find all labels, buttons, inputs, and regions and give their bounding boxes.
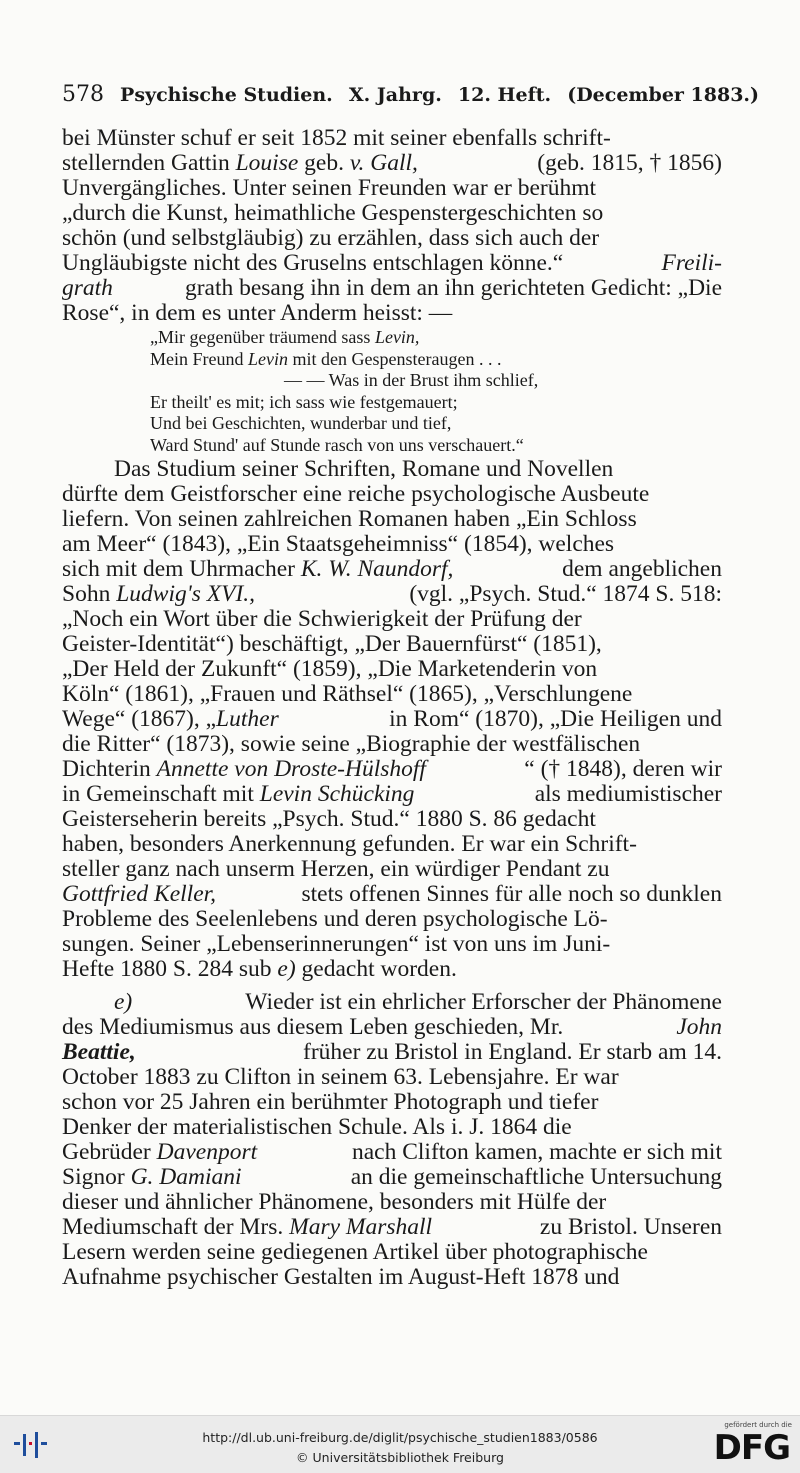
- text-line: grath grath besang ihn in dem an ihn gerichteten Gedicht: „Die: [62, 275, 722, 301]
- text-line: dürfte dem Geistforscher eine reiche psychologische Ausbeute: [62, 481, 650, 507]
- text-line: Probleme des Seelenlebens und deren psychologische Lö-: [62, 906, 608, 932]
- text-line: Gebrüder Davenport nach Clifton kamen, machte er sich mit: [62, 1139, 722, 1165]
- text-line: e) Wieder ist ein ehrlicher Erforscher der Phänomene: [114, 989, 722, 1015]
- text-line: Unvergängliches. Unter seinen Freunden war er berühmt: [62, 175, 597, 201]
- text-line: Geister-Identität“) beschäftigt, „Der Bauernfürst“ (1851),: [62, 631, 602, 657]
- text-line: liefern. Von seinen zahlreichen Romanen haben „Ein Schloss: [62, 506, 637, 532]
- text-line: October 1883 zu Clifton in seinem 63. Lebensjahre. Er war: [62, 1064, 619, 1090]
- text-line: Ungläubigste nicht des Gruselns entschlagen könne.“ Freili-: [62, 250, 722, 276]
- text-line: sich mit dem Uhrmacher K. W. Naundorf, dem angeblichen: [62, 556, 722, 582]
- running-header: [62, 80, 760, 110]
- poem-line: Und bei Geschichten, wunderbar und tief,: [150, 413, 452, 433]
- poem-quote: [62, 327, 722, 456]
- text-line: Mediumschaft der Mrs. Mary Marshall zu Bristol. Unseren: [62, 1214, 722, 1240]
- text-line: bei Münster schuf er seit 1852 mit seiner ebenfalls schrift-: [62, 125, 611, 151]
- text-line: Lesern werden seine gediegenen Artikel über photographische: [62, 1239, 648, 1265]
- text-line: Sohn Ludwig's XVI., (vgl. „Psych. Stud.“ 1874 S. 518:: [62, 581, 722, 607]
- text-line: Köln“ (1861), „Frauen und Räthsel“ (1865), „Verschlungene: [62, 681, 633, 707]
- text-line: des Mediumismus aus diesem Leben geschieden, Mr. John: [62, 1014, 722, 1040]
- article-text: [62, 126, 722, 1290]
- text-line: Aufnahme psychischer Gestalten im August-Heft 1878 und: [62, 1264, 620, 1290]
- text-line: „durch die Kunst, heimathliche Gespenstergeschichten so: [62, 200, 604, 226]
- text-line: Denker der materialistischen Schule. Als i. J. 1864 die: [62, 1114, 572, 1140]
- permalink-url[interactable]: http://dl.ub.uni-freiburg.de/diglit/psychische_studien1883/0586: [202, 1430, 598, 1445]
- poem-line: Ward Stund' auf Stunde rasch von uns verschauert.“: [150, 434, 524, 455]
- text-line: in Gemeinschaft mit Levin Schücking als mediumistischer: [62, 781, 722, 807]
- text-line: „Noch ein Wort über die Schwierigkeit der Prüfung der: [62, 606, 582, 632]
- poem-line: — — Was in der Brust ihm schlief,: [284, 370, 539, 390]
- sponsor-caption: gefördert durch die: [724, 1421, 792, 1429]
- text-line: Beattie, früher zu Bristol in England. Er starb am 14.: [62, 1039, 722, 1065]
- poem-line: Mein Freund Levin mit den Gespensteraugen . . .: [150, 348, 502, 369]
- poem-line: Er theilt' es mit; ich sass wie festgemauert;: [150, 391, 458, 412]
- journal-title: Psychische Studien.: [120, 84, 333, 106]
- text-line: Signor G. Damiani an die gemeinschaftliche Untersuchung: [62, 1164, 722, 1190]
- text-line: haben, besonders Anerkennung gefunden. Er war ein Schrift-: [62, 831, 637, 857]
- text-line: Rose“, in dem es unter Anderm heisst: —: [62, 300, 453, 326]
- volume: X. Jahrg.: [348, 84, 442, 106]
- text-line: am Meer“ (1843), „Ein Staatsgeheimniss“ (1854), welches: [62, 531, 615, 557]
- dfg-logo[interactable]: DFG: [713, 1428, 790, 1468]
- text-line: dieser und ähnlicher Phänomene, besonders mit Hülfe der: [62, 1189, 607, 1215]
- text-line: stellernden Gattin Louise geb. v. Gall, (geb. 1815, † 1856): [62, 150, 722, 176]
- poem-line: „Mir gegenüber träumend sass Levin,: [150, 327, 420, 347]
- page-number: 578: [62, 82, 104, 107]
- text-line: sungen. Seiner „Lebenserinnerungen“ ist von uns im Juni-: [62, 931, 611, 957]
- text-line: Gottfried Keller, stets offenen Sinnes für alle noch so dunklen: [62, 881, 722, 907]
- viewer-footer: [0, 1415, 800, 1473]
- text-line: Dichterin Annette von Droste-Hülshoff “ († 1848), deren wir: [62, 756, 722, 782]
- text-line: Geisterseherin bereits „Psych. Stud.“ 1880 S. 86 gedacht: [62, 806, 596, 832]
- text-line: steller ganz nach unserm Herzen, ein würdiger Pendant zu: [62, 856, 610, 882]
- copyright-notice: © Universitätsbibliothek Freiburg: [296, 1450, 504, 1465]
- issue-date: (December 1883.): [567, 84, 760, 106]
- text-line: „Der Held der Zukunft“ (1859), „Die Marketenderin von: [62, 656, 598, 682]
- text-line: schön (und selbstgläubig) zu erzählen, dass sich auch der: [62, 225, 600, 251]
- issue: 12. Heft.: [457, 84, 552, 106]
- text-line: Wege“ (1867), „Luther in Rom“ (1870), „Die Heiligen und: [62, 706, 722, 732]
- text-line: Hefte 1880 S. 284 sub e) gedacht worden.: [62, 956, 457, 982]
- text-line: Das Studium seiner Schriften, Romane und Novellen: [114, 456, 614, 482]
- text-line: schon vor 25 Jahren ein berühmter Photograph und tiefer: [62, 1089, 599, 1115]
- text-line: die Ritter“ (1873), sowie seine „Biographie der westfälischen: [62, 731, 641, 757]
